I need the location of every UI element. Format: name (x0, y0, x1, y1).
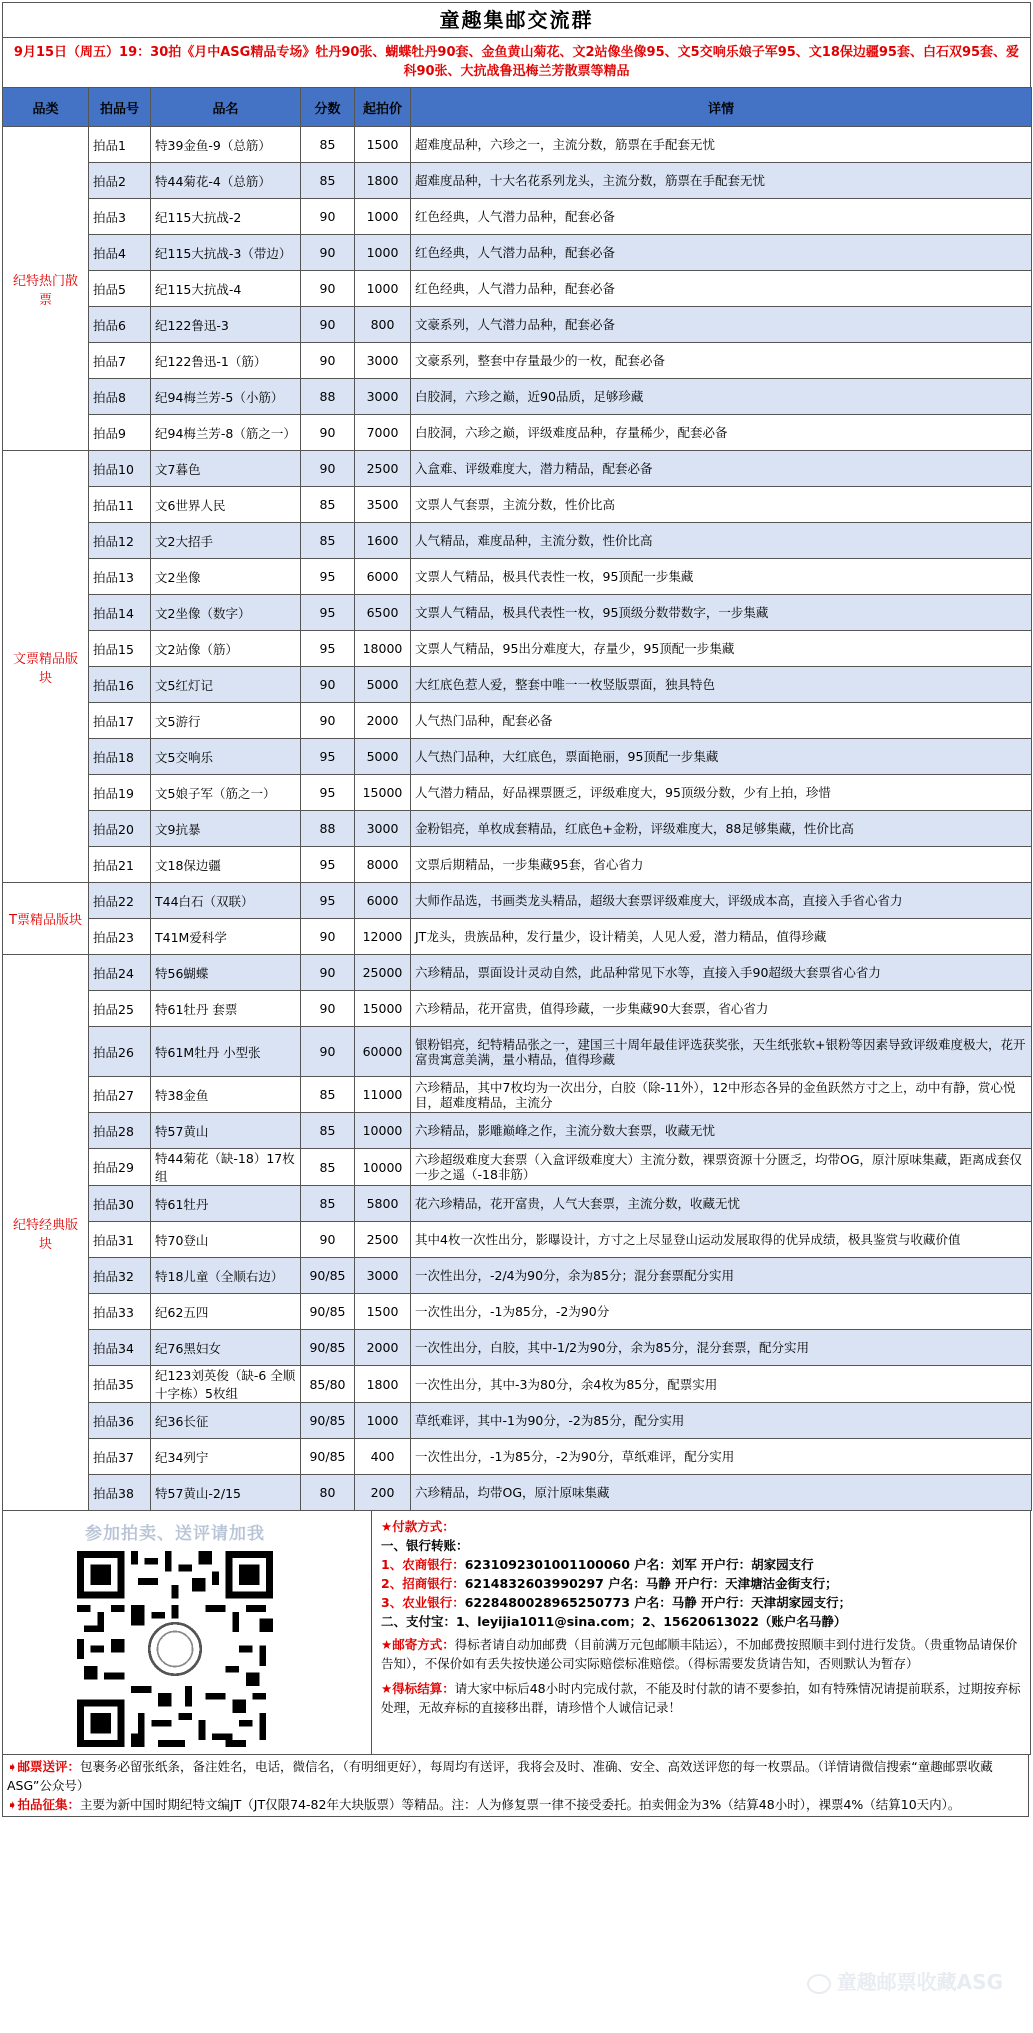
table-row (3, 1149, 1032, 1186)
lot-cell: 拍品12 (89, 523, 151, 559)
table-header-row (3, 88, 1032, 127)
table-row (3, 739, 1032, 775)
detail-cell: 人气热门品种，配套必备 (411, 703, 1032, 739)
price-cell: 15000 (355, 775, 411, 811)
price-cell: 200 (355, 1475, 411, 1511)
score-cell: 90 (301, 703, 355, 739)
name-cell: 特39金鱼-9（总筋） (151, 127, 301, 163)
name-cell: 特70登山 (151, 1222, 301, 1258)
lot-cell: 拍品22 (89, 883, 151, 919)
lot-cell: 拍品32 (89, 1258, 151, 1294)
auction-sheet (2, 2, 1031, 1817)
score-cell: 95 (301, 739, 355, 775)
score-cell: 90 (301, 1027, 355, 1077)
name-cell: 文5游行 (151, 703, 301, 739)
detail-cell: 六珍精品，其中7枚均为一次出分，白胶（除-11外），12中形态各异的金鱼跃然方寸之上，动中有静，赏心悦目，超难度精品，主流分 (411, 1077, 1032, 1113)
score-cell: 90 (301, 199, 355, 235)
header-detail: 详情 (411, 88, 1032, 127)
price-cell: 7000 (355, 415, 411, 451)
score-cell: 85 (301, 163, 355, 199)
settlement-info: ★得标结算：请大家中标后48小时内完成付款，不能及时付款的请不要参拍，如有特殊情况请提前联系，过期按弃标处理，无故弃标的直接移出群，请珍惜个人诚信记录！ (381, 1681, 1021, 1715)
table-row (3, 811, 1032, 847)
name-cell: 纪122鲁迅-3 (151, 307, 301, 343)
header-category: 品类 (3, 88, 89, 127)
lot-cell: 拍品27 (89, 1077, 151, 1113)
detail-cell: 一次性出分，-2/4为90分，余为85分；混分套票配分实用 (411, 1258, 1032, 1294)
table-row (3, 1475, 1032, 1511)
table-row (3, 523, 1032, 559)
lot-table (2, 87, 1032, 1511)
score-cell: 85 (301, 1186, 355, 1222)
alipay-line: 二、支付宝：1、leyijia1011@sina.com；2、15620613022（账户名马静） (381, 1614, 847, 1629)
detail-cell: 人气精品，难度品种，主流分数，性价比高 (411, 523, 1032, 559)
qr-code-icon[interactable] (77, 1551, 273, 1747)
table-row (3, 919, 1032, 955)
detail-cell: 六珍精品，均带OG，原汁原味集藏 (411, 1475, 1032, 1511)
category-cell: T票精品版块 (3, 883, 89, 955)
lot-cell: 拍品34 (89, 1330, 151, 1366)
lot-cell: 拍品26 (89, 1027, 151, 1077)
score-cell: 95 (301, 595, 355, 631)
lot-cell: 拍品7 (89, 343, 151, 379)
name-cell: 纪94梅兰芳-5（小筋） (151, 379, 301, 415)
price-cell: 10000 (355, 1113, 411, 1149)
price-cell: 400 (355, 1439, 411, 1475)
detail-cell: 六珍精品，花开富贵，值得珍藏，一步集藏90大套票，省心省力 (411, 991, 1032, 1027)
table-row (3, 559, 1032, 595)
table-row (3, 703, 1032, 739)
price-cell: 1500 (355, 1294, 411, 1330)
lot-table-body (3, 127, 1032, 1511)
name-cell: 文6世界人民 (151, 487, 301, 523)
price-cell: 10000 (355, 1149, 411, 1186)
name-cell: 文2站像（筋） (151, 631, 301, 667)
score-cell: 90/85 (301, 1403, 355, 1439)
detail-cell: 文豪系列，人气潜力品种，配套必备 (411, 307, 1032, 343)
watermark: 童趣邮票收藏ASG (807, 1966, 1003, 1995)
score-cell: 85 (301, 523, 355, 559)
detail-cell: 一次性出分，白胶，其中-1/2为90分，余为85分，混分套票，配分实用 (411, 1330, 1032, 1366)
table-row (3, 631, 1032, 667)
detail-cell: 文票人气精品，极具代表性一枚，95顶配一步集藏 (411, 559, 1032, 595)
lot-cell: 拍品13 (89, 559, 151, 595)
lot-cell: 拍品28 (89, 1113, 151, 1149)
name-cell: 特57黄山-2/15 (151, 1475, 301, 1511)
price-cell: 6000 (355, 559, 411, 595)
lot-cell: 拍品33 (89, 1294, 151, 1330)
score-cell: 85 (301, 1149, 355, 1186)
name-cell: 特57黄山 (151, 1113, 301, 1149)
detail-cell: 超难度品种，十大名花系列龙头，主流分数，筋票在手配套无忧 (411, 163, 1032, 199)
name-cell: 文5红灯记 (151, 667, 301, 703)
detail-cell: 六珍超级难度大套票（入盒评级难度大）主流分数，裸票资源十分匮乏，均带OG，原汁原味集藏，距离成套仅一步之遥（-18非筋） (411, 1149, 1032, 1186)
name-cell: 文18保边疆 (151, 847, 301, 883)
lot-cell: 拍品29 (89, 1149, 151, 1186)
price-cell: 1000 (355, 235, 411, 271)
info-panel (2, 1511, 1031, 1755)
lot-cell: 拍品37 (89, 1439, 151, 1475)
table-row (3, 991, 1032, 1027)
detail-cell: 文票人气精品，极具代表性一枚，95顶级分数带数字，一步集藏 (411, 595, 1032, 631)
table-row (3, 271, 1032, 307)
score-cell: 95 (301, 775, 355, 811)
table-row (3, 1258, 1032, 1294)
price-cell: 11000 (355, 1077, 411, 1113)
score-cell: 95 (301, 559, 355, 595)
detail-cell: 超难度品种，六珍之一，主流分数，筋票在手配套无忧 (411, 127, 1032, 163)
detail-cell: 金粉铝亮，单枚成套精品，红底色+金粉，评级难度大，88足够集藏，性价比高 (411, 811, 1032, 847)
qr-section (3, 1511, 372, 1754)
name-cell: 特44菊花-4（总筋） (151, 163, 301, 199)
name-cell: 特56蝴蝶 (151, 955, 301, 991)
score-cell: 90 (301, 343, 355, 379)
bank-line-1: 1、农商银行：6231092301001100060 户名：刘军 开户行：胡家园支行 (381, 1557, 814, 1572)
eval-note: ➧邮票送评：包裹务必留张纸条，备注姓名，电话，微信名，（有明细更好），每周均有送评，我将会及时、准确、安全、高效送评您的每一枚票品。（详情请微信搜索“童趣邮票收藏ASG”公众号） (7, 1759, 993, 1793)
page-title: 童趣集邮交流群 (2, 2, 1031, 37)
score-cell: 90 (301, 271, 355, 307)
detail-cell: 其中4枚一次性出分，影曝设计，方寸之上尽显登山运动发展取得的优异成绩，极具鉴赏与收藏价值 (411, 1222, 1032, 1258)
lot-cell: 拍品38 (89, 1475, 151, 1511)
score-cell: 90/85 (301, 1294, 355, 1330)
name-cell: 文2坐像（数字） (151, 595, 301, 631)
lot-cell: 拍品24 (89, 955, 151, 991)
table-row (3, 1294, 1032, 1330)
table-row (3, 667, 1032, 703)
lot-cell: 拍品35 (89, 1366, 151, 1403)
bank-line-2: 2、招商银行：6214832603990297 户名：马静 开户行：天津塘沽金街支行； (381, 1576, 838, 1591)
header-name: 品名 (151, 88, 301, 127)
detail-cell: JT龙头，贵族品种，发行量少，设计精美，人见人爱，潜力精品，值得珍藏 (411, 919, 1032, 955)
price-cell: 8000 (355, 847, 411, 883)
price-cell: 1000 (355, 271, 411, 307)
lot-cell: 拍品1 (89, 127, 151, 163)
price-cell: 3000 (355, 379, 411, 415)
table-row (3, 955, 1032, 991)
lot-cell: 拍品21 (89, 847, 151, 883)
price-cell: 12000 (355, 919, 411, 955)
lot-cell: 拍品30 (89, 1186, 151, 1222)
price-cell: 5800 (355, 1186, 411, 1222)
price-cell: 25000 (355, 955, 411, 991)
score-cell: 95 (301, 631, 355, 667)
detail-cell: 一次性出分，其中-3为80分，余4枚为85分，配票实用 (411, 1366, 1032, 1403)
detail-cell: 六珍精品，票面设计灵动自然，此品种常见下水等，直接入手90超级大套票省心省力 (411, 955, 1032, 991)
detail-cell: 大红底色惹人爱，整套中唯一一枚竖版票面，独具特色 (411, 667, 1032, 703)
lot-cell: 拍品9 (89, 415, 151, 451)
name-cell: 特61牡丹 (151, 1186, 301, 1222)
name-cell: 纪115大抗战-3（带边） (151, 235, 301, 271)
score-cell: 80 (301, 1475, 355, 1511)
price-cell: 2000 (355, 703, 411, 739)
lot-cell: 拍品11 (89, 487, 151, 523)
table-row (3, 1222, 1032, 1258)
header-score: 分数 (301, 88, 355, 127)
score-cell: 90 (301, 667, 355, 703)
table-row (3, 1077, 1032, 1113)
detail-cell: 一次性出分，-1为85分，-2为90分，草纸难评，配分实用 (411, 1439, 1032, 1475)
detail-cell: 人气热门品种，大红底色，票面艳丽，95顶配一步集藏 (411, 739, 1032, 775)
lot-cell: 拍品2 (89, 163, 151, 199)
detail-cell: 文票后期精品，一步集藏95套，省心省力 (411, 847, 1032, 883)
score-cell: 85 (301, 1077, 355, 1113)
name-cell: 纪122鲁迅-1（筋） (151, 343, 301, 379)
score-cell: 90/85 (301, 1258, 355, 1294)
name-cell: 纪76黑妇女 (151, 1330, 301, 1366)
postage-info: ★邮寄方式：得标者请自动加邮费（目前满万元包邮顺丰陆运），不加邮费按照顺丰到付进行发货。（贵重物品请保价告知），不保价如有丢失按快递公司实际赔偿标准赔偿。（得标需要发货请告知，否则默认为暂存） (381, 1637, 1018, 1671)
name-cell: 特44菊花（缺-18）17枚组 (151, 1149, 301, 1186)
detail-cell: 文票人气精品，95出分难度大，存量少，95顶配一步集藏 (411, 631, 1032, 667)
name-cell: 文2坐像 (151, 559, 301, 595)
detail-cell: 花六珍精品，花开富贵，人气大套票，主流分数，收藏无忧 (411, 1186, 1032, 1222)
lot-cell: 拍品8 (89, 379, 151, 415)
price-cell: 1500 (355, 127, 411, 163)
price-cell: 15000 (355, 991, 411, 1027)
lot-cell: 拍品5 (89, 271, 151, 307)
detail-cell: 红色经典，人气潜力品种，配套必备 (411, 235, 1032, 271)
price-cell: 5000 (355, 667, 411, 703)
price-cell: 6000 (355, 883, 411, 919)
name-cell: 纪123刘英俊（缺-6 全顺十字栋）5枚组 (151, 1366, 301, 1403)
table-row (3, 1403, 1032, 1439)
table-row (3, 775, 1032, 811)
detail-cell: 文票人气套票，主流分数，性价比高 (411, 487, 1032, 523)
detail-cell: 大师作品选，书画类龙头精品，超级大套票评级难度大，评级成本高，直接入手省心省力 (411, 883, 1032, 919)
price-cell: 60000 (355, 1027, 411, 1077)
lot-cell: 拍品25 (89, 991, 151, 1027)
price-cell: 1000 (355, 1403, 411, 1439)
name-cell: 特38金鱼 (151, 1077, 301, 1113)
bank-title: 一、银行转账： (381, 1538, 469, 1553)
name-cell: T44白石（双联） (151, 883, 301, 919)
category-cell: 纪特热门散票 (3, 127, 89, 451)
lot-cell: 拍品19 (89, 775, 151, 811)
score-cell: 95 (301, 847, 355, 883)
name-cell: 文5娘子军（筋之一） (151, 775, 301, 811)
lot-cell: 拍品16 (89, 667, 151, 703)
lot-cell: 拍品20 (89, 811, 151, 847)
lot-cell: 拍品4 (89, 235, 151, 271)
table-row (3, 127, 1032, 163)
score-cell: 90/85 (301, 1330, 355, 1366)
price-cell: 3000 (355, 1258, 411, 1294)
lot-cell: 拍品23 (89, 919, 151, 955)
score-cell: 90 (301, 919, 355, 955)
detail-cell: 入盒难、评级难度大，潜力精品，配套必备 (411, 451, 1032, 487)
name-cell: 纪62五四 (151, 1294, 301, 1330)
name-cell: 文2大招手 (151, 523, 301, 559)
table-row (3, 1186, 1032, 1222)
lot-cell: 拍品15 (89, 631, 151, 667)
detail-cell: 白胶洞，六珍之巅，评级难度品种，存量稀少，配套必备 (411, 415, 1032, 451)
category-cell: 纪特经典版块 (3, 955, 89, 1511)
price-cell: 5000 (355, 739, 411, 775)
name-cell: 特61M牡丹 小型张 (151, 1027, 301, 1077)
name-cell: 特61牡丹 套票 (151, 991, 301, 1027)
auction-subtitle: 9月15日（周五）19：30拍《月中ASG精品专场》牡丹90张、蝴蝶牡丹90套、金鱼黄山菊花、文2站像坐像95、文5交响乐娘子军95、文18保边疆95套、白石双95套、爱科90张、大抗战鲁迅梅兰芳散票等精品 (2, 37, 1031, 87)
score-cell: 85 (301, 487, 355, 523)
lot-cell: 拍品6 (89, 307, 151, 343)
price-cell: 6500 (355, 595, 411, 631)
price-cell: 1800 (355, 1366, 411, 1403)
detail-cell: 红色经典，人气潜力品种，配套必备 (411, 199, 1032, 235)
detail-cell: 一次性出分，-1为85分，-2为90分 (411, 1294, 1032, 1330)
name-cell: 文5交响乐 (151, 739, 301, 775)
table-row (3, 343, 1032, 379)
score-cell: 90 (301, 1222, 355, 1258)
header-price: 起拍价 (355, 88, 411, 127)
price-cell: 2500 (355, 1222, 411, 1258)
lot-cell: 拍品10 (89, 451, 151, 487)
bank-line-3: 3、农业银行：6228480028965250773 户名：马静 开户行：天津胡家园支行； (381, 1595, 852, 1610)
table-row (3, 235, 1032, 271)
name-cell: 纪115大抗战-4 (151, 271, 301, 307)
table-row (3, 1113, 1032, 1149)
score-cell: 90 (301, 307, 355, 343)
lot-cell: 拍品17 (89, 703, 151, 739)
table-row (3, 451, 1032, 487)
score-cell: 85/80 (301, 1366, 355, 1403)
detail-cell: 银粉铝亮，纪特精品张之一，建国三十周年最佳评选获奖张，天生纸张软+银粉等因素导致评级难度极大，花开富贵寓意美满，量小精品，值得珍藏 (411, 1027, 1032, 1077)
table-row (3, 847, 1032, 883)
wechat-icon (807, 1974, 831, 1994)
lot-cell: 拍品31 (89, 1222, 151, 1258)
table-row (3, 595, 1032, 631)
table-row (3, 379, 1032, 415)
lot-cell: 拍品18 (89, 739, 151, 775)
table-row (3, 163, 1032, 199)
detail-cell: 文豪系列，整套中存量最少的一枚，配套必备 (411, 343, 1032, 379)
detail-cell: 红色经典，人气潜力品种，配套必备 (411, 271, 1032, 307)
score-cell: 90 (301, 415, 355, 451)
table-row (3, 1027, 1032, 1077)
footer-notes (2, 1755, 1029, 1817)
price-cell: 18000 (355, 631, 411, 667)
score-cell: 90 (301, 451, 355, 487)
price-cell: 1000 (355, 199, 411, 235)
payment-title: ★付款方式： (381, 1519, 455, 1534)
name-cell: 纪115大抗战-2 (151, 199, 301, 235)
price-cell: 2500 (355, 451, 411, 487)
price-cell: 1600 (355, 523, 411, 559)
name-cell: 特18儿童（全顺右边） (151, 1258, 301, 1294)
detail-cell: 六珍精品，影雕巅峰之作，主流分数大套票，收藏无忧 (411, 1113, 1032, 1149)
table-row (3, 883, 1032, 919)
detail-cell: 人气潜力精品，好品裸票匮乏，评级难度大，95顶级分数，少有上拍，珍惜 (411, 775, 1032, 811)
score-cell: 90/85 (301, 1439, 355, 1475)
detail-cell: 草纸难评，其中-1为90分，-2为85分，配分实用 (411, 1403, 1032, 1439)
score-cell: 95 (301, 883, 355, 919)
name-cell: 纪94梅兰芳-8（筋之一） (151, 415, 301, 451)
qr-hint: 参加拍卖、送评请加我 (85, 1524, 265, 1544)
score-cell: 90 (301, 955, 355, 991)
name-cell: 纪34列宁 (151, 1439, 301, 1475)
lot-cell: 拍品36 (89, 1403, 151, 1439)
score-cell: 88 (301, 379, 355, 415)
price-cell: 3000 (355, 343, 411, 379)
price-cell: 3000 (355, 811, 411, 847)
category-cell: 文票精品版块 (3, 451, 89, 883)
score-cell: 88 (301, 811, 355, 847)
name-cell: 文9抗暴 (151, 811, 301, 847)
detail-cell: 白胶洞，六珍之巅，近90品质，足够珍藏 (411, 379, 1032, 415)
payment-info (381, 1517, 1021, 1717)
table-row (3, 1330, 1032, 1366)
name-cell: 纪36长征 (151, 1403, 301, 1439)
lot-cell: 拍品3 (89, 199, 151, 235)
name-cell: T41M爱科学 (151, 919, 301, 955)
price-cell: 3500 (355, 487, 411, 523)
score-cell: 90 (301, 235, 355, 271)
table-row (3, 1439, 1032, 1475)
score-cell: 85 (301, 127, 355, 163)
table-row (3, 487, 1032, 523)
score-cell: 85 (301, 1113, 355, 1149)
price-cell: 2000 (355, 1330, 411, 1366)
score-cell: 90 (301, 991, 355, 1027)
price-cell: 800 (355, 307, 411, 343)
table-row (3, 199, 1032, 235)
price-cell: 1800 (355, 163, 411, 199)
lot-cell: 拍品14 (89, 595, 151, 631)
table-row (3, 415, 1032, 451)
header-lot: 拍品号 (89, 88, 151, 127)
name-cell: 文7暮色 (151, 451, 301, 487)
table-row (3, 307, 1032, 343)
table-row (3, 1366, 1032, 1403)
collect-note: ➧拍品征集：主要为新中国时期纪特文编JT（JT仅限74-82年大块版票）等精品。注：人为修复票一律不接受委托。拍卖佣金为3%（结算48小时），裸票4%（结算10天内）。 (7, 1797, 961, 1812)
